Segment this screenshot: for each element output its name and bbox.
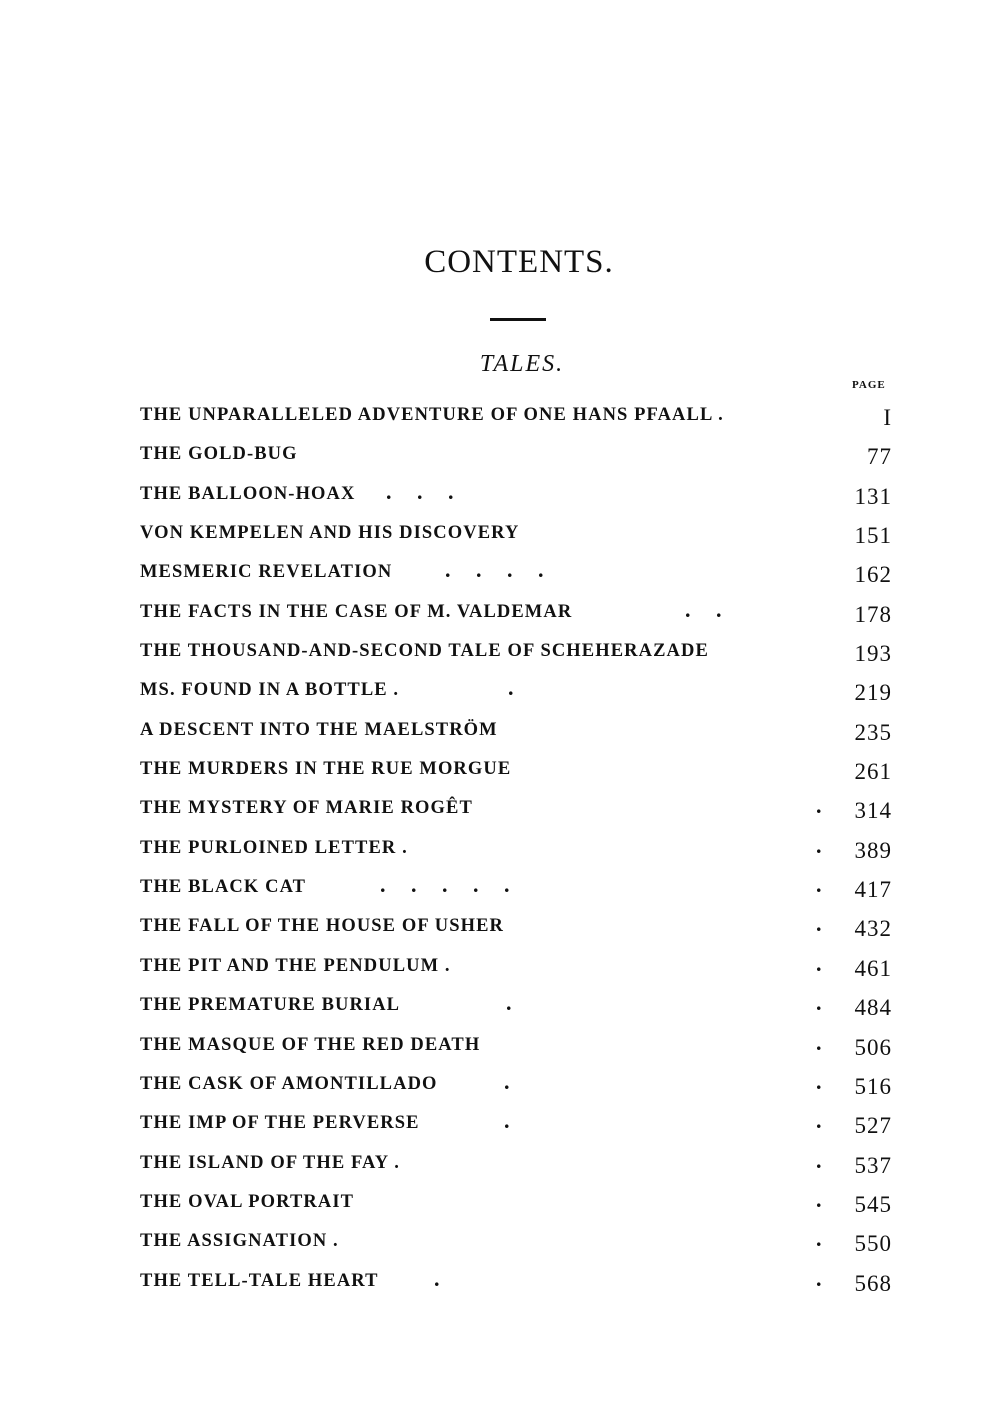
entry-title: MS. FOUND IN A BOTTLE . [140, 680, 400, 701]
entry-title: THE PREMATURE BURIAL [140, 995, 401, 1016]
entry-title: THE PURLOINED LETTER . [140, 837, 408, 858]
contents-entry[interactable] [140, 475, 900, 514]
contents-entry[interactable] [140, 1183, 900, 1222]
page-column-label: PAGE [852, 379, 886, 391]
entry-page-number: 219 [854, 680, 892, 706]
contents-entry[interactable] [140, 1262, 900, 1301]
entry-page-number: 506 [854, 1034, 892, 1060]
page-leader-dot: . [816, 832, 822, 858]
page-leader-dot: . [816, 1265, 822, 1291]
entry-page-number: 484 [854, 995, 892, 1021]
contents-entry[interactable] [140, 1222, 900, 1261]
entry-page-number: 550 [854, 1231, 892, 1257]
entry-title: THE MURDERS IN THE RUE MORGUE [140, 759, 512, 780]
contents-entry[interactable] [140, 435, 900, 474]
entry-page-number: 235 [854, 719, 892, 745]
entry-page-number: I [883, 405, 892, 430]
entry-title: THE MYSTERY OF MARIE ROGÊT [140, 798, 473, 819]
entry-page-number: 417 [854, 877, 892, 903]
entry-title: THE MASQUE OF THE RED DEATH [140, 1034, 481, 1055]
entry-page-number: 432 [854, 916, 892, 942]
entry-title: THE ISLAND OF THE FAY . [140, 1152, 401, 1173]
entry-page-number: 314 [854, 798, 892, 824]
entry-page-number: 261 [854, 759, 892, 785]
contents-entry[interactable] [140, 907, 900, 946]
leader-dots: . . . . [445, 557, 544, 583]
contents-entry[interactable] [140, 514, 900, 553]
leader-dots: . [504, 1068, 510, 1094]
page-leader-dot: . [816, 872, 822, 898]
entry-title: THE BALLOON-HOAX [140, 483, 356, 504]
entry-page-number: 131 [854, 483, 892, 509]
entry-title: VON KEMPELEN AND HIS DISCOVERY [140, 523, 520, 544]
page-leader-dot: . [816, 1029, 822, 1055]
contents-entry[interactable] [140, 1065, 900, 1104]
leader-dots: . [504, 1108, 510, 1134]
page-leader-dot: . [816, 1226, 822, 1252]
contents-entry[interactable] [140, 396, 900, 435]
contents-entry[interactable] [140, 947, 900, 986]
leader-dots: . [434, 1265, 440, 1291]
heading-rule [490, 318, 546, 321]
entry-title: A DESCENT INTO THE MAELSTRÖM [140, 719, 498, 740]
leader-dots: . [506, 990, 512, 1016]
contents-entry[interactable] [140, 750, 900, 789]
contents-entry[interactable] [140, 829, 900, 868]
entry-title: THE CASK OF AMONTILLADO [140, 1073, 438, 1094]
entry-title: THE ASSIGNATION . [140, 1231, 339, 1252]
entry-page-number: 77 [867, 444, 892, 470]
leader-dots: . . [685, 596, 722, 622]
entry-title: THE FACTS IN THE CASE OF M. VALDEMAR [140, 601, 573, 622]
leader-dots: . [508, 675, 514, 701]
page-leader-dot: . [816, 1147, 822, 1173]
page-leader-dot: . [816, 911, 822, 937]
leader-dots: . . . . . [380, 872, 510, 898]
entry-page-number: 568 [854, 1270, 892, 1296]
page-leader-dot: . [816, 950, 822, 976]
contents-heading: CONTENTS. [424, 244, 614, 280]
entry-title: THE IMP OF THE PERVERSE [140, 1113, 420, 1134]
contents-entry[interactable] [140, 789, 900, 828]
entry-page-number: 537 [854, 1152, 892, 1178]
contents-list [140, 396, 900, 1301]
entry-page-number: 162 [854, 562, 892, 588]
entry-page-number: 193 [854, 641, 892, 667]
page-leader-dot: . [816, 1108, 822, 1134]
entry-title: THE BLACK CAT [140, 877, 307, 898]
contents-entry[interactable] [140, 1026, 900, 1065]
entry-title: THE PIT AND THE PENDULUM . [140, 955, 451, 976]
section-title: TALES. [479, 351, 565, 377]
entry-title: THE OVAL PORTRAIT [140, 1191, 355, 1212]
entry-page-number: 516 [854, 1073, 892, 1099]
contents-entry[interactable] [140, 671, 900, 710]
contents-entry[interactable] [140, 632, 900, 671]
entry-page-number: 461 [854, 955, 892, 981]
page-leader-dot: . [816, 990, 822, 1016]
entry-page-number: 545 [854, 1191, 892, 1217]
entry-title: THE UNPARALLELED ADVENTURE OF ONE HANS PFAALL . [140, 405, 724, 425]
contents-entry[interactable] [140, 1104, 900, 1143]
entry-title: THE FALL OF THE HOUSE OF USHER [140, 916, 505, 937]
contents-entry[interactable] [140, 986, 900, 1025]
contents-entry[interactable] [140, 553, 900, 592]
contents-entry[interactable] [140, 868, 900, 907]
entry-title: THE TELL-TALE HEART [140, 1270, 379, 1291]
contents-entry[interactable] [140, 593, 900, 632]
entry-title: MESMERIC REVELATION [140, 562, 393, 583]
entry-page-number: 178 [854, 601, 892, 627]
entry-title: THE GOLD-BUG [140, 444, 298, 465]
page-leader-dot: . [816, 793, 822, 819]
leader-dots: . . . [386, 478, 454, 504]
contents-entry[interactable] [140, 711, 900, 750]
entry-page-number: 151 [854, 523, 892, 549]
page-leader-dot: . [816, 1186, 822, 1212]
contents-entry[interactable] [140, 1144, 900, 1183]
entry-page-number: 527 [854, 1113, 892, 1139]
entry-title: THE THOUSAND-AND-SECOND TALE OF SCHEHERAZADE [140, 641, 709, 662]
entry-page-number: 389 [854, 837, 892, 863]
page-leader-dot: . [816, 1068, 822, 1094]
